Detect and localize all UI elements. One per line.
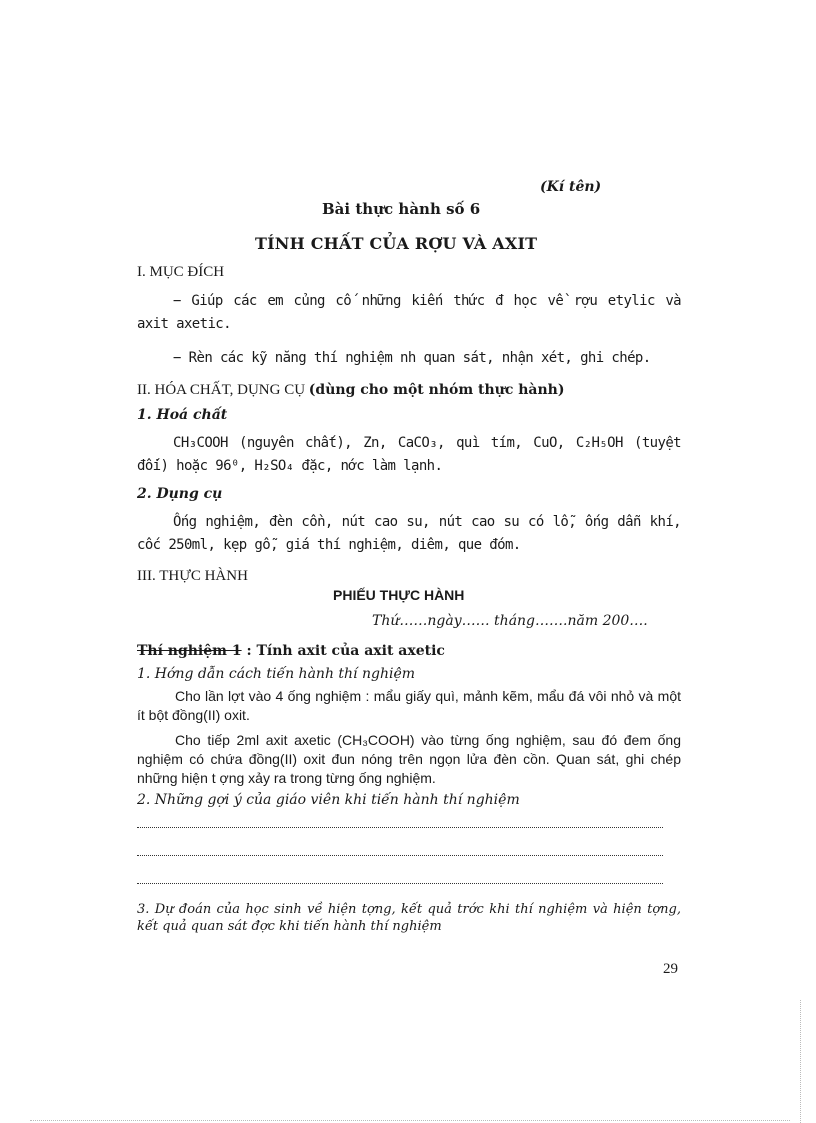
- equipment-text: Ống nghiệm, đèn cồn, nút cao su, nút cao su có lỗ, ống dẫn khí, cốc 250ml, kẹp gỗ, giá thí nghiệm, diêm, que đóm.: [137, 514, 681, 553]
- hint-heading: 2. Những gợi ý của giáo viên khi tiến hành thí nghiệm: [137, 792, 520, 808]
- experiment-label: Thí nghiệm 1: [137, 643, 242, 659]
- right-divider: [800, 1000, 801, 1123]
- chemicals-text: CH₃COOH (nguyên chất), Zn, CaCO₃, quì tím, CuO, C₂H₅OH (tuyệt đối) hoặc 96⁰, H₂SO₄ đặc, nớc làm lạnh.: [137, 435, 681, 474]
- section2-heading: II. HÓA CHẤT, DỤNG CỤ: [137, 382, 306, 398]
- section2-note: (dùng cho một nhóm thực hành): [308, 382, 565, 398]
- experiment-title: [137, 643, 445, 659]
- section1-bullet2: − Rèn các kỹ năng thí nghiệm nh quan sát, nhận xét, ghi chép.: [173, 350, 651, 366]
- section1-heading: I. MỤC ĐÍCH: [137, 264, 225, 280]
- signature-label: (Kí tên): [540, 179, 602, 195]
- section2-heading-row: [137, 382, 564, 399]
- section3-heading: III. THỰC HÀNH: [137, 568, 248, 584]
- chemicals-heading: 1. Hoá chất: [137, 407, 228, 423]
- guide-paragraph-2: Cho tiếp 2ml axit axetic (CH₃COOH) vào từng ống nghiệm, sau đó đem ống nghiệm có chứa đồng(II) oxit đun nóng trên ngọn lửa đèn cồn. Quan sát, ghi chép những hiện t ợng xảy ra trong từng ống nghiệm.: [137, 732, 681, 786]
- prediction-heading: 3. Dự đoán của học sinh về hiện tợng, kết quả trớc khi thí nghiệm và hiện tợng, kết quả quan sát đợc khi tiến hành thí nghiệm: [137, 902, 681, 934]
- equipment-heading: 2. Dụng cụ: [137, 486, 223, 502]
- experiment-rest: : Tính axit của axit axetic: [241, 643, 445, 659]
- lesson-label: Bài thực hành số 6: [322, 200, 481, 218]
- page-number: 29: [663, 961, 678, 977]
- answer-line-1: [137, 827, 663, 828]
- page-title: TÍNH CHẤT CỦA RỢU VÀ AXIT: [255, 234, 538, 253]
- answer-line-2: [137, 855, 663, 856]
- sheet-title: PHIẾU THỰC HÀNH: [333, 587, 465, 603]
- guide-heading: 1. Hớng dẫn cách tiến hành thí nghiệm: [137, 666, 416, 682]
- guide-paragraph-1: Cho lần lợt vào 4 ống nghiệm : mẩu giấy quì, mảnh kẽm, mẩu đá vôi nhỏ và một ít bột đồng(II) oxit.: [137, 688, 681, 723]
- section1-bullet1: − Giúp các em củng cố những kiến thức đ học về rợu etylic và axit axetic.: [137, 293, 681, 332]
- answer-line-3: [137, 883, 663, 884]
- bottom-divider: [30, 1120, 790, 1121]
- dateline: Thứ……ngày…… tháng…….năm 200….: [372, 613, 648, 629]
